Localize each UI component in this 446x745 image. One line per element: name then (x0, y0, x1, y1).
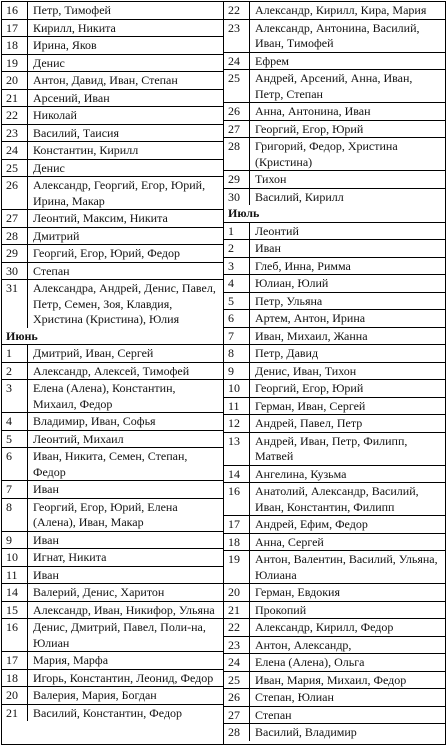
table-row (2, 107, 223, 125)
day-number: 21 (2, 705, 28, 722)
day-number: 1 (2, 345, 28, 362)
day-number: 18 (224, 534, 250, 551)
day-number: 8 (224, 345, 250, 362)
names-cell: Георгий, Егор, Юрий, Елена (Алена), Иван, Макар (33, 499, 178, 529)
day-number: 30 (224, 189, 250, 206)
day-number: 2 (2, 363, 28, 380)
day-number: 19 (2, 55, 28, 72)
table-row (224, 20, 445, 53)
day-number: 16 (2, 2, 28, 19)
names-cell: Дмитрий (33, 228, 80, 243)
table-row (2, 499, 223, 532)
table-row (2, 280, 223, 328)
table-row (224, 380, 445, 398)
day-number: 22 (224, 619, 250, 636)
names-cell: Антон, Александр, (255, 637, 352, 652)
names-cell: Анна, Антонина, Иван (255, 104, 371, 118)
table-row (2, 125, 223, 143)
day-number: 27 (224, 121, 250, 138)
day-number: 1 (224, 223, 250, 240)
table-row (2, 380, 223, 413)
day-number: 23 (2, 125, 28, 142)
names-cell: Иван (255, 241, 281, 255)
table-row (2, 345, 223, 363)
day-number: 20 (2, 687, 28, 704)
table-row (2, 55, 223, 73)
names-cell: Леонтий (255, 223, 299, 238)
table-row (224, 551, 445, 584)
names-cell: Александр, Иван, Никифор, Ульяна (33, 602, 215, 617)
table-row (224, 223, 445, 241)
day-number: 24 (224, 53, 250, 70)
day-number: 18 (2, 37, 28, 54)
day-number: 23 (224, 20, 250, 52)
names-cell: Александр, Алексей, Тимофей (33, 363, 190, 378)
day-number: 4 (224, 275, 250, 292)
day-number: 3 (224, 258, 250, 275)
names-cell: Денис, Иван, Тихон (255, 363, 357, 378)
names-cell: Артем, Антон, Ирина (255, 311, 366, 325)
names-cell: Ангелина, Кузьма (255, 466, 347, 481)
names-cell: Кирилл, Никита (33, 20, 116, 35)
day-number: 27 (224, 707, 250, 724)
names-cell: Георгий, Егор, Юрий, Федор (33, 246, 180, 260)
names-cell: Андрей, Иван, Петр, Филипп, Матвей (255, 433, 408, 463)
names-cell: Константин, Кирилл (33, 143, 139, 157)
day-number: 21 (224, 602, 250, 619)
table-row (224, 398, 445, 416)
names-cell: Игорь, Константин, Леонид, Федор (33, 670, 214, 685)
names-cell: Александр, Георгий, Егор, Юрий, Ирина, Макар (33, 178, 206, 208)
day-number: 10 (224, 380, 250, 397)
names-cell: Александр, Антонина, Василий, Иван, Тимофей (255, 20, 420, 50)
day-number: 9 (224, 363, 250, 380)
day-number: 24 (224, 654, 250, 671)
day-number: 2 (224, 240, 250, 257)
names-cell: Валерия, Мария, Богдан (33, 688, 157, 702)
table-row (224, 689, 445, 707)
day-number: 29 (2, 245, 28, 262)
names-cell: Александра, Андрей, Денис, Павел, Петр, Семен, Зоя, Клавдия, Христина (Кристина), Юлия (33, 281, 216, 326)
names-cell: Прокопий (255, 602, 307, 617)
names-cell: Иван, Мария, Михаил, Федор (255, 672, 407, 687)
day-number: 20 (224, 584, 250, 601)
names-cell: Степан (33, 263, 70, 278)
table-row (2, 160, 223, 178)
day-number: 14 (224, 466, 250, 483)
day-number: 28 (224, 724, 250, 741)
names-cell: Петр, Тимофей (33, 3, 111, 17)
table-row (224, 483, 445, 516)
table-row (2, 2, 223, 20)
table-row (2, 90, 223, 108)
day-number: 12 (224, 415, 250, 432)
names-cell: Петр, Ульяна (255, 293, 323, 308)
day-number: 22 (224, 2, 250, 19)
names-cell: Герман, Евдокия (255, 585, 341, 599)
day-number: 6 (224, 310, 250, 327)
names-cell: Александр, Кирилл, Кира, Мария (255, 3, 427, 17)
day-number: 10 (2, 549, 28, 566)
table-row (224, 534, 445, 552)
table-row (224, 415, 445, 433)
table-row (2, 431, 223, 449)
table-row (224, 138, 445, 171)
day-number: 26 (224, 689, 250, 706)
names-cell: Арсений, Иван (33, 90, 110, 105)
day-number: 5 (2, 431, 28, 448)
table-row (2, 228, 223, 246)
names-cell: Антон, Давид, Иван, Степан (33, 73, 178, 87)
table-row (224, 654, 445, 672)
day-number: 19 (224, 551, 250, 583)
day-number: 8 (2, 499, 28, 531)
day-number: 15 (2, 602, 28, 619)
day-number: 23 (224, 637, 250, 654)
left-column (2, 2, 224, 744)
names-cell: Владимир, Иван, Софья (33, 414, 156, 428)
day-number: 26 (2, 177, 28, 209)
table-row (2, 652, 223, 670)
day-number: 18 (2, 670, 28, 687)
table-row (2, 363, 223, 381)
names-cell: Леонтий, Максим, Никита (33, 211, 168, 225)
names-cell: Глеб, Инна, Римма (255, 258, 351, 273)
table-row (2, 210, 223, 228)
names-cell: Мария, Марфа (33, 653, 109, 667)
names-cell: Леонтий, Михаил (33, 431, 124, 446)
table-row (224, 724, 445, 741)
table-row (224, 602, 445, 620)
table-row (2, 670, 223, 688)
names-cell: Елена (Алена), Ольга (255, 655, 365, 669)
table-row (2, 584, 223, 602)
day-number: 5 (224, 293, 250, 310)
table-row (224, 2, 445, 20)
table-row (2, 602, 223, 620)
day-number: 28 (224, 138, 250, 170)
names-cell: Степан, Юлиан (255, 690, 334, 704)
names-cell: Денис, Дмитрий, Павел, Поли-на, Юлиан (33, 620, 206, 650)
day-number: 7 (224, 328, 250, 345)
section-title-june: Июнь (2, 328, 223, 346)
table-row (224, 516, 445, 534)
table-row (224, 70, 445, 103)
table-row (2, 687, 223, 705)
names-cell: Степан (255, 707, 292, 722)
day-number: 3 (2, 380, 28, 412)
table-row (2, 142, 223, 160)
names-cell: Василий, Кирилл (255, 189, 344, 204)
names-cell: Иван (33, 567, 59, 582)
day-number: 25 (224, 672, 250, 689)
names-cell: Андрей, Павел, Петр (255, 416, 363, 430)
day-number: 22 (2, 107, 28, 124)
names-cell: Александр, Кирилл, Федор (255, 620, 394, 634)
names-cell: Герман, Иван, Сергей (255, 398, 366, 413)
table-row (224, 240, 445, 258)
day-number: 17 (2, 652, 28, 669)
table-row (224, 672, 445, 690)
day-number: 30 (2, 263, 28, 280)
day-number: 4 (2, 413, 28, 430)
names-cell: Андрей, Арсений, Анна, Иван, Петр, Степан (255, 71, 413, 101)
names-cell: Анна, Сергей (255, 534, 324, 549)
table-row (224, 584, 445, 602)
names-cell: Георгий, Егор, Юрий (255, 121, 364, 136)
day-number: 17 (224, 516, 250, 533)
table-row (2, 619, 223, 652)
names-cell: Денис (33, 160, 65, 175)
table-row (2, 413, 223, 431)
table-row (2, 37, 223, 55)
table-row (224, 103, 445, 121)
names-cell: Елена (Алена), Константин, Михаил, Федор (33, 381, 176, 411)
table-row (2, 177, 223, 210)
right-column (224, 2, 445, 744)
names-cell: Петр, Давид (255, 346, 319, 360)
table-row (224, 293, 445, 311)
table-row (2, 532, 223, 550)
table-row (224, 258, 445, 276)
table-row (224, 619, 445, 637)
names-cell: Василий, Владимир (255, 725, 357, 739)
day-number: 24 (2, 142, 28, 159)
day-number: 28 (2, 228, 28, 245)
day-number: 21 (2, 90, 28, 107)
day-number: 29 (224, 171, 250, 188)
table-row (224, 328, 445, 346)
table-row (2, 245, 223, 263)
day-number: 31 (2, 280, 28, 328)
names-cell: Валерий, Денис, Харитон (33, 585, 165, 599)
names-cell: Иван, Никита, Семен, Степан, Федор (33, 449, 188, 479)
names-cell: Дмитрий, Иван, Сергей (33, 346, 154, 360)
names-cell: Андрей, Ефим, Федор (255, 517, 368, 531)
section-title-july: Июль (224, 205, 445, 223)
table-row (224, 275, 445, 293)
table-row (224, 310, 445, 328)
names-cell: Иван (33, 532, 59, 547)
names-cell: Антон, Валентин, Василий, Ульяна, Юлиана (255, 552, 438, 582)
table-row (224, 637, 445, 655)
table-row (224, 121, 445, 139)
day-number: 27 (2, 210, 28, 227)
table-row (224, 707, 445, 725)
table-row (224, 53, 445, 71)
table-row (224, 345, 445, 363)
names-cell: Василий, Константин, Федор (33, 705, 183, 720)
names-cell: Ефрем (255, 53, 290, 68)
table-row (224, 189, 445, 206)
names-cell: Георгий, Егор, Юрий (255, 381, 364, 395)
table-row (2, 20, 223, 38)
day-number: 7 (2, 481, 28, 498)
day-number: 20 (2, 72, 28, 89)
day-number: 25 (224, 70, 250, 102)
table-row (2, 481, 223, 499)
names-cell: Василий, Таисия (33, 125, 119, 140)
table-row (224, 171, 445, 189)
names-cell: Юлиан, Юлий (255, 276, 329, 290)
name-day-table (1, 1, 446, 745)
names-cell: Тихон (255, 172, 287, 186)
day-number: 16 (2, 619, 28, 651)
table-row (2, 549, 223, 567)
table-row (2, 263, 223, 281)
table-row (224, 466, 445, 484)
table-row (224, 363, 445, 381)
names-cell: Ирина, Яков (33, 38, 97, 52)
day-number: 9 (2, 532, 28, 549)
day-number: 13 (224, 433, 250, 465)
names-cell: Анатолий, Александр, Василий, Иван, Константин, Филипп (255, 484, 419, 514)
names-cell: Николай (33, 108, 77, 122)
names-cell: Иван (33, 482, 59, 496)
names-cell: Иван, Михаил, Жанна (255, 328, 368, 343)
day-number: 17 (2, 20, 28, 37)
names-cell: Денис (33, 55, 65, 70)
day-number: 11 (224, 398, 250, 415)
day-number: 11 (2, 567, 28, 584)
table-row (2, 705, 223, 722)
day-number: 26 (224, 103, 250, 120)
names-cell: Игнат, Никита (33, 550, 107, 564)
day-number: 25 (2, 160, 28, 177)
names-cell: Григорий, Федор, Христина (Кристина) (255, 139, 398, 169)
day-number: 16 (224, 483, 250, 515)
table-row (2, 72, 223, 90)
table-row (2, 567, 223, 585)
day-number: 14 (2, 584, 28, 601)
table-row (2, 448, 223, 481)
table-row (224, 433, 445, 466)
day-number: 6 (2, 448, 28, 480)
